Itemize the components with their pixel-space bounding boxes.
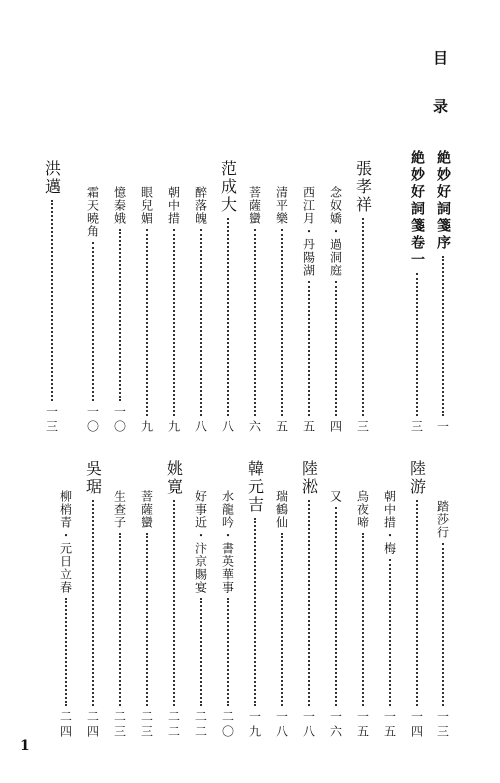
toc-page-number: 一〇: [112, 405, 127, 435]
toc-entry-title: 陸淞: [299, 460, 319, 496]
toc-page-number: 一四: [409, 710, 424, 740]
toc-entry-lower-1: [405, 460, 429, 740]
toc-page-number: 一〇: [85, 405, 100, 435]
toc-page-number: 一三: [435, 710, 450, 740]
toc-page-number: 一五: [382, 710, 397, 740]
toc-entry-title: 生查子: [112, 490, 127, 529]
toc-page-number: 一八: [301, 710, 316, 740]
toc-entry-title: 西江月・丹陽湖: [301, 186, 316, 277]
toc-entry-title: 霜天曉角: [85, 186, 100, 238]
dot-leader: [362, 218, 364, 416]
dot-leader: [227, 598, 229, 706]
dot-leader: [65, 598, 67, 706]
toc-page-number: 二三: [112, 710, 127, 740]
toc-entry-title: 瑞鶴仙: [274, 490, 289, 529]
toc-entry-title: 又: [328, 490, 343, 503]
toc-entry-upper-3: [324, 186, 348, 435]
toc-page-number: 一三: [44, 405, 59, 435]
dot-leader: [119, 533, 121, 706]
toc-page-number: 一八: [274, 710, 289, 740]
toc-entry-title: 姚寛: [164, 460, 184, 496]
dot-leader: [92, 500, 94, 706]
dot-leader: [173, 229, 175, 416]
dot-leader: [416, 500, 418, 706]
toc-entry-lower-8: [216, 490, 240, 740]
toc-entry-title: 韓元吉: [245, 460, 265, 514]
toc-entry-title: 念奴嬌・過洞庭: [328, 186, 343, 277]
toc-page-number: 四: [328, 420, 343, 435]
toc-entry-upper-12: [81, 186, 105, 435]
toc-page-number: 三: [355, 420, 370, 435]
toc-page-number: 一五: [355, 710, 370, 740]
toc-entry-title: 洪邁: [42, 160, 62, 196]
toc-entry-lower-3: [351, 490, 375, 740]
dot-leader: [51, 200, 53, 401]
dot-leader: [200, 229, 202, 416]
toc-entry-lower-2: [378, 490, 402, 740]
toc-entry-title: 絶妙好詞箋序: [435, 150, 451, 252]
dot-leader: [200, 598, 202, 706]
toc-page-number: 三: [409, 420, 424, 435]
toc-page-number: 九: [139, 420, 154, 435]
dot-leader: [254, 229, 256, 416]
toc-page-number: 八: [193, 420, 208, 435]
toc-entry-lower-7: [243, 460, 267, 740]
toc-entry-lower-6: [270, 490, 294, 740]
toc-entry-lower-10: [162, 460, 186, 740]
toc-entry-title: 范成大: [218, 160, 238, 214]
dot-leader: [308, 281, 310, 416]
dot-leader: [281, 229, 283, 416]
toc-entry-lower-9: [189, 490, 213, 740]
toc-entry-title: 朝中措・梅: [382, 490, 397, 555]
toc-entry-title: 踏莎行: [435, 500, 450, 539]
toc-page-number: 二三: [139, 710, 154, 740]
toc-entry-title: 柳梢青・元日立春: [58, 490, 73, 594]
toc-entry-title: 眼兒媚: [139, 186, 154, 225]
toc-entry-upper-9: [162, 186, 186, 435]
dot-leader: [442, 256, 444, 416]
toc-entry-title: 朝中措: [166, 186, 181, 225]
toc-entry-title: 醉落魄: [193, 186, 208, 225]
dot-leader: [308, 500, 310, 706]
toc-page-number: 六: [247, 420, 262, 435]
dot-leader: [146, 229, 148, 416]
page-title: 目 录: [431, 50, 449, 128]
toc-entry-title: 烏夜啼: [355, 490, 370, 529]
toc-entry-upper-1: [405, 150, 429, 435]
toc-entry-lower-0: [431, 500, 455, 740]
toc-entry-lower-14: [54, 490, 78, 740]
dot-leader: [227, 218, 229, 416]
dot-leader: [335, 281, 337, 416]
toc-entry-title: 張孝祥: [353, 160, 373, 214]
toc-entry-upper-4: [297, 186, 321, 435]
toc-page-number: 二四: [85, 710, 100, 740]
dot-leader: [281, 533, 283, 706]
dot-leader: [254, 518, 256, 706]
toc-entry-upper-10: [135, 186, 159, 435]
toc-page-number: 二二: [193, 710, 208, 740]
dot-leader: [362, 533, 364, 706]
toc-page-number: 九: [166, 420, 181, 435]
toc-page-number: 一六: [328, 710, 343, 740]
toc-page-number: 二四: [58, 710, 73, 740]
toc-entry-title: 清平樂: [274, 186, 289, 225]
toc-page-number: 五: [301, 420, 316, 435]
toc-page-number: 八: [220, 420, 235, 435]
dot-leader: [92, 242, 94, 401]
dot-leader: [416, 273, 418, 416]
toc-entry-lower-4: [324, 490, 348, 740]
toc-entry-lower-12: [108, 490, 132, 740]
dot-leader: [442, 543, 444, 706]
toc-entry-upper-6: [243, 186, 267, 435]
toc-entry-upper-0: [431, 150, 455, 435]
dot-leader: [335, 507, 337, 706]
toc-entry-lower-11: [135, 490, 159, 740]
dot-leader: [389, 559, 391, 706]
page-number: 1: [20, 738, 30, 754]
toc-entry-lower-5: [297, 460, 321, 740]
toc-entry-title: 吳琚: [83, 460, 103, 496]
toc-entry-upper-2: [351, 160, 375, 435]
toc-entry-title: 水龍吟・書英華事: [220, 490, 235, 594]
toc-entry-title: 菩薩蠻: [139, 490, 154, 529]
toc-page-number: 五: [274, 420, 289, 435]
dot-leader: [119, 229, 121, 401]
toc-entry-upper-5: [270, 186, 294, 435]
toc-entry-title: 憶秦娥: [112, 186, 127, 225]
toc-entry-title: 菩薩蠻: [247, 186, 262, 225]
toc-entry-upper-7: [216, 160, 240, 435]
toc-page-number: 二〇: [220, 710, 235, 740]
toc-page-number: 一: [435, 420, 450, 435]
toc-entry-title: 好事近・汴京賜宴: [193, 490, 208, 594]
toc-entry-upper-11: [108, 186, 132, 435]
toc-entry-lower-13: [81, 460, 105, 740]
toc-page-number: 一九: [247, 710, 262, 740]
dot-leader: [173, 500, 175, 706]
toc-entry-title: 陸游: [407, 460, 427, 496]
dot-leader: [146, 533, 148, 706]
toc-entry-title: 絶妙好詞箋卷一: [409, 150, 425, 269]
toc-page-number: 二二: [166, 710, 181, 740]
toc-entry-upper-8: [189, 186, 213, 435]
toc-entry-upper-13: [40, 160, 64, 435]
